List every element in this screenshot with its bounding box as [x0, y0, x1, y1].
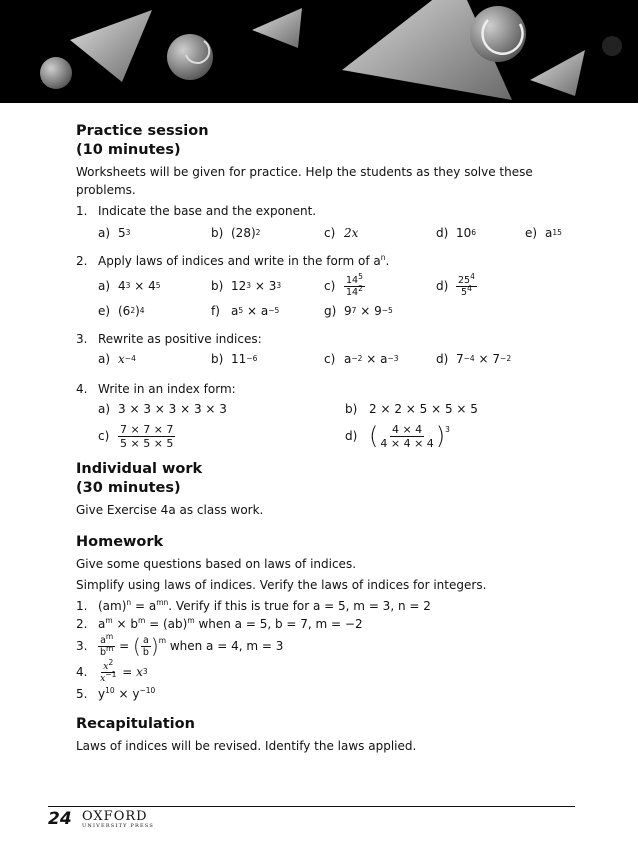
sphere-shape	[40, 57, 72, 89]
practice-title: Practice session	[76, 123, 209, 139]
q2-item-d: d) $\frac{25^4}{5^4}$	[436, 271, 475, 298]
question-2: 2. Apply laws of indices and write in the form of $a^n$.	[76, 253, 390, 268]
q3-item-a: a) x −4	[98, 352, 136, 366]
fraction: $\frac{a^m}{b^m}$	[100, 631, 114, 658]
q4-item-d: d) ( $\frac{4 \times 4}{4 \times 4 \times 4}$ ) $^3$	[345, 422, 450, 450]
q3-items	[98, 348, 576, 370]
q2-row-2	[98, 300, 576, 322]
practice-duration: (10 minutes)	[76, 142, 181, 158]
practice-intro: Worksheets will be given for practice. Help the students as they solve these problems.	[76, 165, 533, 197]
q1-item-a: a) 5 3	[98, 226, 131, 240]
homework-line-1: Give some questions based on laws of indices.	[76, 557, 357, 571]
fraction: $\frac{a}{b}$	[142, 634, 149, 658]
q1-item-d: d) 10 6	[436, 226, 477, 240]
q1-item-b: b) (28) 2	[211, 226, 261, 240]
question-4: 4. Write in an index form:	[76, 382, 236, 396]
q4-item-a: a) 3 × 3 × 3 × 3 × 3	[98, 402, 227, 416]
q4-row-1	[98, 398, 576, 420]
question-text: Rewrite as positive indices:	[98, 332, 262, 346]
question-1	[76, 202, 576, 220]
fraction: $\frac{25^4}{5^4}$	[458, 271, 475, 298]
individual-duration: (30 minutes)	[76, 480, 181, 496]
fraction: $\frac{4 \times 4}{4 \times 4 \times 4}$	[380, 422, 434, 450]
fraction: $\frac{7 \times 7 \times 7}{5 \times 5 \times 5}$	[120, 422, 174, 450]
q4-row-2	[98, 420, 576, 452]
publisher-logo: OXFORD UNIVERSITY PRESS	[82, 809, 154, 829]
q3-item-d: d) 7 −4 × 7 −2	[436, 352, 512, 366]
q2-item-a: a) 4 3 × 4 5	[98, 279, 161, 293]
recap-title: Recapitulation	[76, 716, 195, 732]
question-number: 1.	[76, 204, 88, 218]
homework-line-2: Simplify using laws of indices. Verify the laws of indices for integers.	[76, 578, 487, 592]
fraction: $\frac{14^5}{14^2}$	[346, 271, 363, 298]
q3-item-c: c) a −2 × a −3	[324, 352, 399, 366]
decorative-shapes	[0, 0, 638, 103]
homework-title: Homework	[76, 534, 164, 550]
recap-text: Laws of indices will be revised. Identify the laws applied.	[76, 739, 417, 753]
homework-item-3: 3. $\frac{a^m}{b^m}$ = ( $\frac{a}{b}$ ) $^m$ when a = 4, m = 3	[76, 631, 284, 658]
homework-item-1: 1. $(am)^n = a^{mn}$. Verify if this is true for a = 5, m = 3, n = 2	[76, 598, 431, 613]
decorative-banner	[0, 0, 638, 103]
homework-item-5: 5. $y^{10} \times y^{-10}$	[76, 686, 156, 701]
triangle-shape	[530, 50, 585, 96]
question-3: 3. Rewrite as positive indices:	[76, 332, 262, 346]
q2-row-1	[98, 272, 576, 300]
q2-item-e: e) (6 2 ) 4	[98, 304, 145, 318]
q4-item-c: c) $\frac{7 \times 7 \times 7}{5 \times 5 \times 5}$	[98, 422, 174, 450]
q1-item-c: c) 2 x	[324, 226, 359, 240]
q1-item-e: e) a 15	[525, 226, 562, 240]
triangle-shape	[252, 8, 302, 48]
q1-items	[98, 222, 576, 244]
fraction: $\frac{x^2}{x^{-1}}$	[100, 657, 117, 684]
q2-item-g: g) 9 7 × 9 −5	[324, 304, 393, 318]
homework-item-4: 4. $\frac{x^2}{x^{-1}}$ = x 3	[76, 657, 148, 684]
page-number: 24	[48, 809, 72, 829]
q2-item-f: f) a 5 × a −5	[211, 304, 280, 318]
individual-title: Individual work	[76, 461, 203, 477]
q3-item-b: b) 11 −6	[211, 352, 258, 366]
q2-item-b: b) 12 3 × 3 3	[211, 279, 282, 293]
triangle-shape	[70, 10, 152, 82]
footer-divider	[48, 806, 575, 807]
question-text: Indicate the base and the exponent.	[98, 204, 317, 218]
sphere-shape	[167, 34, 213, 80]
question-text: Apply laws of indices and write in the form of $a^n$.	[98, 253, 390, 268]
homework-item-2: 2. $a^m \times b^m = (ab)^m$ when a = 5, b = 7, m = −2	[76, 616, 363, 631]
individual-text: Give Exercise 4a as class work.	[76, 503, 264, 517]
q4-item-b: b) 2 × 2 × 5 × 5 × 5	[345, 402, 478, 416]
question-text: Write in an index form:	[98, 382, 236, 396]
q2-item-c: c) $\frac{14^5}{14^2}$	[324, 271, 363, 298]
page-content	[76, 122, 576, 755]
